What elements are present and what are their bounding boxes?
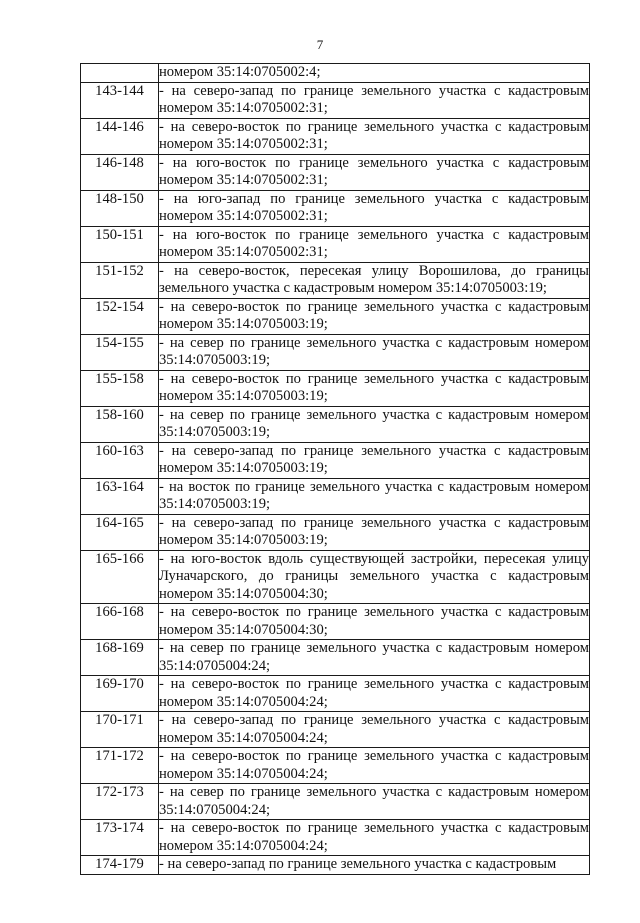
table-row — [81, 604, 590, 640]
table-row — [81, 640, 590, 676]
description-text: - на северо-восток по границе земельного участка с кадастровым номером 35:14:0705004:24; — [159, 676, 589, 710]
description-cell — [159, 676, 590, 712]
table-row — [81, 712, 590, 748]
segment-cell: 150-151 — [81, 226, 159, 262]
description-text: - на юго-восток вдоль существующей застройки, пересекая улицу Луначарского, до границы земельного участка с кадастровым номером 35:14:0705004:30; — [159, 550, 589, 602]
segment-cell: 143-144 — [81, 82, 159, 118]
table-row — [81, 64, 590, 83]
description-cell — [159, 118, 590, 154]
description-text: - на северо-запад по границе земельного участка с кадастровым — [159, 856, 557, 872]
description-text: - на север по границе земельного участка с кадастровым номером 35:14:0705003:19; — [159, 334, 589, 368]
segment-cell: 160-163 — [81, 442, 159, 478]
segment-cell: 165-166 — [81, 550, 159, 604]
segment-cell: 151-152 — [81, 262, 159, 298]
table-row — [81, 370, 590, 406]
segment-cell: 169-170 — [81, 676, 159, 712]
table-row — [81, 334, 590, 370]
description-cell — [159, 370, 590, 406]
segment-cell: 155-158 — [81, 370, 159, 406]
segment-cell: 166-168 — [81, 604, 159, 640]
table-row — [81, 298, 590, 334]
description-cell — [159, 82, 590, 118]
description-cell — [159, 64, 590, 83]
description-cell — [159, 190, 590, 226]
table-row — [81, 748, 590, 784]
segment-cell: 158-160 — [81, 406, 159, 442]
description-text: - на северо-восток, пересекая улицу Ворошилова, до границы земельного участка с кадастровым номером 35:14:0705003:19; — [159, 262, 589, 296]
segment-cell: 152-154 — [81, 298, 159, 334]
table-row — [81, 784, 590, 820]
segment-cell: 154-155 — [81, 334, 159, 370]
description-text: - на северо-восток по границе земельного участка с кадастровым номером 35:14:0705003:19; — [159, 370, 589, 404]
segment-cell: 171-172 — [81, 748, 159, 784]
description-cell — [159, 442, 590, 478]
description-text: - на северо-восток по границе земельного участка с кадастровым номером 35:14:0705004:24; — [159, 820, 589, 854]
description-cell — [159, 262, 590, 298]
description-text: - на северо-запад по границе земельного участка с кадастровым номером 35:14:0705002:31; — [159, 82, 589, 116]
description-cell — [159, 748, 590, 784]
boundary-description-table — [80, 63, 590, 875]
segment-cell: 164-165 — [81, 514, 159, 550]
table-row — [81, 262, 590, 298]
description-cell — [159, 604, 590, 640]
description-text: - на северо-запад по границе земельного участка с кадастровым номером 35:14:0705003:19; — [159, 514, 589, 548]
description-cell — [159, 334, 590, 370]
segment-cell: 163-164 — [81, 478, 159, 514]
description-cell — [159, 406, 590, 442]
description-text: номером 35:14:0705002:4; — [159, 64, 321, 80]
description-text: - на юго-запад по границе земельного участка с кадастровым номером 35:14:0705002:31; — [159, 190, 589, 224]
segment-cell: 173-174 — [81, 820, 159, 856]
description-text: - на северо-восток по границе земельного участка с кадастровым номером 35:14:0705004:30; — [159, 604, 589, 638]
description-text: - на северо-восток по границе земельного участка с кадастровым номером 35:14:0705003:19; — [159, 298, 589, 332]
description-cell — [159, 514, 590, 550]
segment-cell: 148-150 — [81, 190, 159, 226]
table-row — [81, 226, 590, 262]
description-cell — [159, 154, 590, 190]
segment-cell: 168-169 — [81, 640, 159, 676]
table-row — [81, 676, 590, 712]
segment-cell: 174-179 — [81, 856, 159, 875]
description-text: - на восток по границе земельного участка с кадастровым номером 35:14:0705003:19; — [159, 478, 589, 512]
description-cell — [159, 712, 590, 748]
table-row — [81, 856, 590, 875]
description-cell — [159, 550, 590, 604]
table-row — [81, 190, 590, 226]
segment-cell — [81, 64, 159, 83]
description-text: - на северо-восток по границе земельного участка с кадастровым номером 35:14:0705002:31; — [159, 118, 589, 152]
description-cell — [159, 820, 590, 856]
description-cell — [159, 784, 590, 820]
description-text: - на север по границе земельного участка с кадастровым номером 35:14:0705004:24; — [159, 640, 589, 674]
description-text: - на юго-восток по границе земельного участка с кадастровым номером 35:14:0705002:31; — [159, 154, 589, 188]
table-row — [81, 514, 590, 550]
description-text: - на северо-восток по границе земельного участка с кадастровым номером 35:14:0705004:24; — [159, 748, 589, 782]
description-text: - на юго-восток по границе земельного участка с кадастровым номером 35:14:0705002:31; — [159, 226, 589, 260]
segment-cell: 170-171 — [81, 712, 159, 748]
description-cell — [159, 856, 590, 875]
page-number: 7 — [316, 37, 324, 52]
table-row — [81, 118, 590, 154]
table-row — [81, 82, 590, 118]
table-row — [81, 478, 590, 514]
description-cell — [159, 640, 590, 676]
table-body — [81, 64, 590, 875]
table-row — [81, 820, 590, 856]
table-row — [81, 154, 590, 190]
segment-cell: 172-173 — [81, 784, 159, 820]
description-text: - на север по границе земельного участка с кадастровым номером 35:14:0705003:19; — [159, 406, 589, 440]
description-text: - на север по границе земельного участка с кадастровым номером 35:14:0705004:24; — [159, 784, 589, 818]
description-cell — [159, 478, 590, 514]
table-row — [81, 550, 590, 604]
description-cell — [159, 226, 590, 262]
table-row — [81, 406, 590, 442]
description-cell — [159, 298, 590, 334]
segment-cell: 144-146 — [81, 118, 159, 154]
description-text: - на северо-запад по границе земельного участка с кадастровым номером 35:14:0705003:19; — [159, 442, 589, 476]
segment-cell: 146-148 — [81, 154, 159, 190]
description-text: - на северо-запад по границе земельного участка с кадастровым номером 35:14:0705004:24; — [159, 712, 589, 746]
table-row — [81, 442, 590, 478]
